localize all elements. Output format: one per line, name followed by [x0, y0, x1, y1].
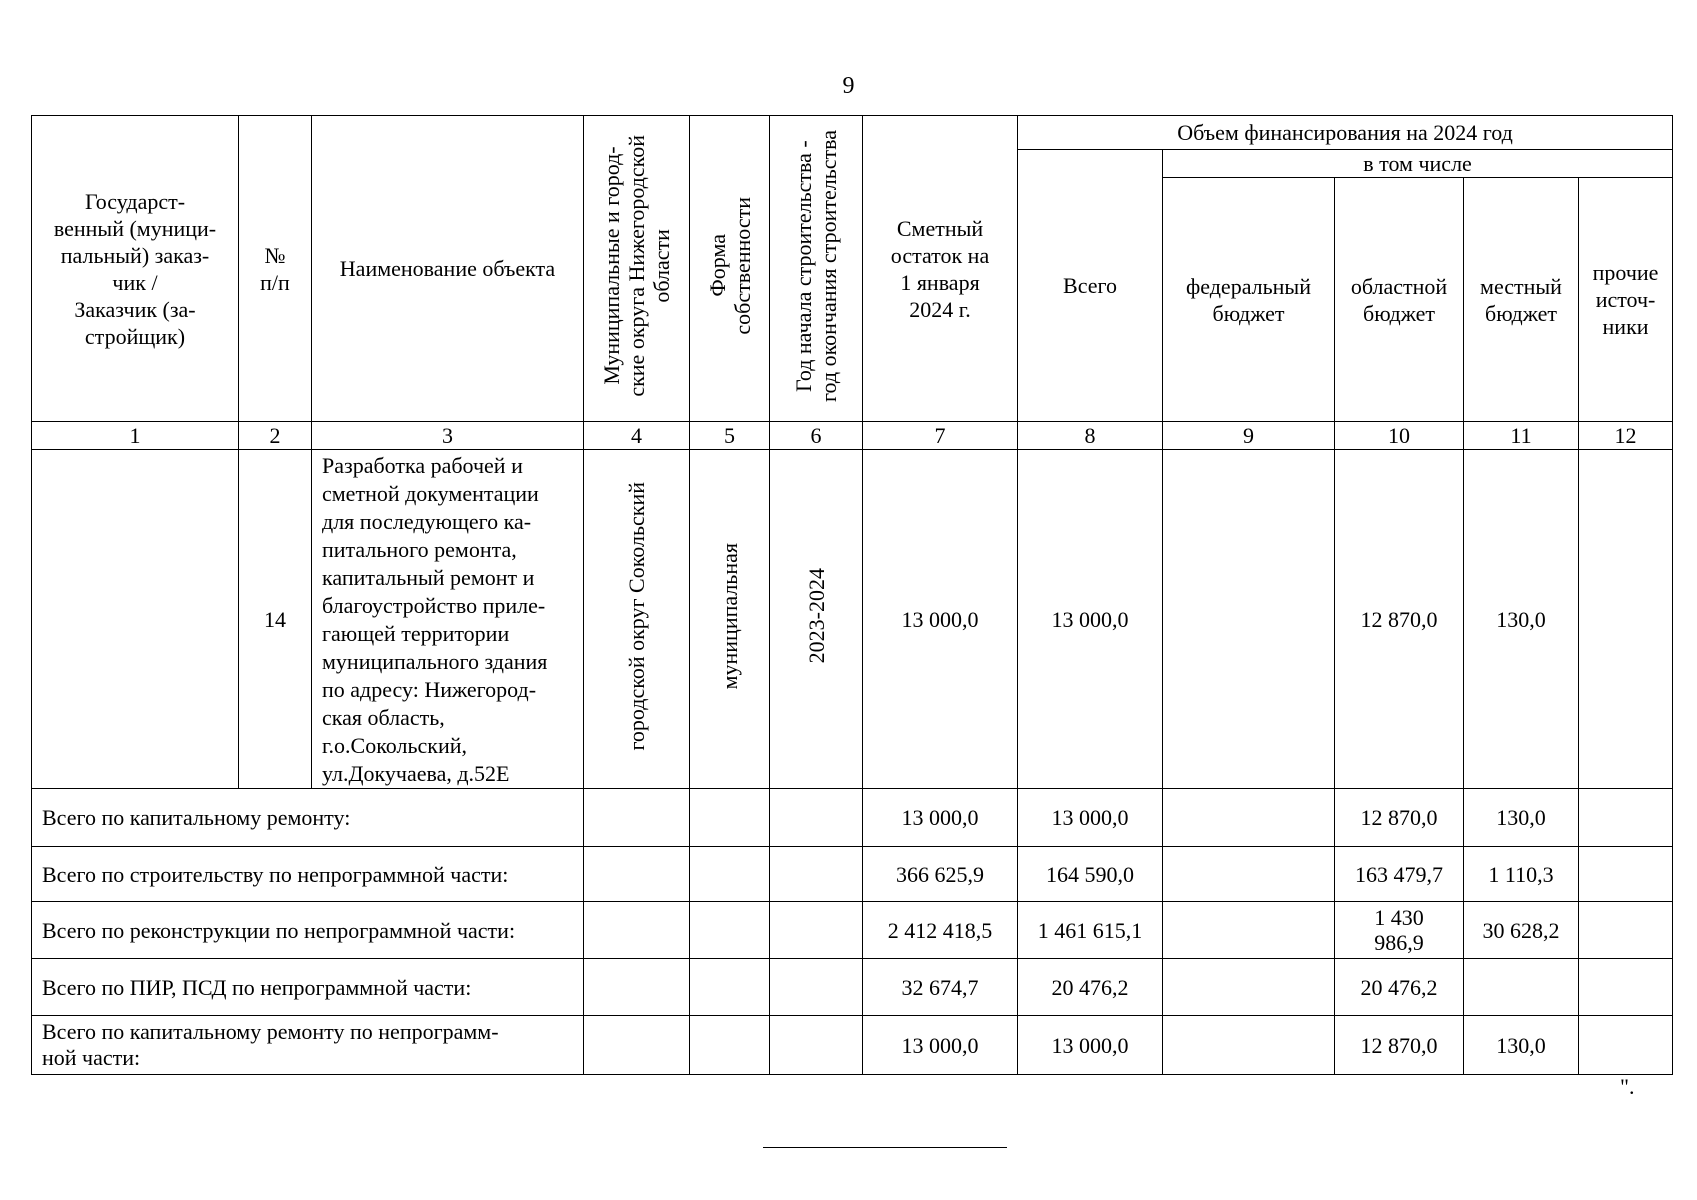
- summary-empty-cell: [584, 789, 690, 847]
- summary-federal: [1163, 1016, 1335, 1075]
- object-balance: 13 000,0: [863, 450, 1018, 789]
- object-municipality: [584, 450, 690, 789]
- header-object-name-text: Наименование объекта: [339, 256, 556, 281]
- header-customer-text: Государст- венный (муници- пальный) заказ- чик / Заказчик (за- стройщик): [53, 188, 217, 349]
- summary-federal: [1163, 789, 1335, 847]
- summary-empty-cell: [690, 789, 770, 847]
- summary-local: 130,0: [1464, 789, 1579, 847]
- column-number: 2: [239, 422, 312, 450]
- object-years-text: 2023-2024: [803, 568, 829, 664]
- header-row-1: [32, 116, 1673, 150]
- summary-row: [32, 1016, 1673, 1075]
- summary-federal: [1163, 902, 1335, 959]
- header-object-name: [312, 116, 584, 422]
- summary-empty-cell: [770, 847, 863, 902]
- summary-federal: [1163, 959, 1335, 1016]
- summary-empty-cell: [770, 1016, 863, 1075]
- header-years: [770, 116, 863, 422]
- summary-balance: 13 000,0: [863, 789, 1018, 847]
- summary-other: [1579, 902, 1673, 959]
- summary-total: 164 590,0: [1018, 847, 1163, 902]
- object-ownership: [690, 450, 770, 789]
- column-numbers-row: [32, 422, 1673, 450]
- column-number: 3: [312, 422, 584, 450]
- header-number-text: № п/п: [260, 242, 290, 295]
- column-number: 6: [770, 422, 863, 450]
- header-ownership-text: Форма собственности: [704, 196, 755, 335]
- summary-regional: 12 870,0: [1335, 789, 1464, 847]
- object-name-text: Разработка рабочей и сметной документации для последующего ка- питального ремонта, капитальный ремонт и благоустройство приле- гающей территории муниципального здания по адресу: Нижегород- ская область, г.о.Сокольский, ул.Докучаева, д.52Е: [322, 453, 548, 786]
- summary-label: Всего по капитальному ремонту:: [32, 789, 584, 847]
- header-municipality: [584, 116, 690, 422]
- summary-empty-cell: [690, 959, 770, 1016]
- header-ownership: [690, 116, 770, 422]
- summary-local: 1 110,3: [1464, 847, 1579, 902]
- header-federal-text: федеральный бюджет: [1186, 273, 1311, 326]
- summary-other: [1579, 847, 1673, 902]
- header-balance: [863, 116, 1018, 422]
- summary-regional: 163 479,7: [1335, 847, 1464, 902]
- header-other-text: прочие источ- ники: [1592, 260, 1659, 339]
- summary-label-text: Всего по капитальному ремонту по непрограмм- ной части:: [42, 1019, 499, 1070]
- object-row: [32, 450, 1673, 789]
- object-regional: 12 870,0: [1335, 450, 1464, 789]
- summary-balance: 32 674,7: [863, 959, 1018, 1016]
- header-financing-title: Объем финансирования на 2024 год: [1018, 116, 1673, 150]
- header-total-text: Всего: [1063, 273, 1117, 298]
- summary-regional: [1335, 902, 1464, 959]
- summary-total: 20 476,2: [1018, 959, 1163, 1016]
- object-federal: [1163, 450, 1335, 789]
- summary-empty-cell: [770, 789, 863, 847]
- summary-other: [1579, 959, 1673, 1016]
- summary-row: [32, 902, 1673, 959]
- summary-empty-cell: [584, 959, 690, 1016]
- summary-label: Всего по ПИР, ПСД по непрограммной части:: [32, 959, 584, 1016]
- header-years-text: Год начала строительства - год окончания строительства: [791, 129, 841, 402]
- header-regional: [1335, 178, 1464, 422]
- header-total: [1018, 150, 1163, 422]
- summary-local: 130,0: [1464, 1016, 1579, 1075]
- object-name: [312, 450, 584, 789]
- summary-row: [32, 959, 1673, 1016]
- object-local: 130,0: [1464, 450, 1579, 789]
- summary-empty-cell: [690, 1016, 770, 1075]
- summary-label: Всего по реконструкции по непрограммной части:: [32, 902, 584, 959]
- summary-empty-cell: [770, 959, 863, 1016]
- summary-total: 13 000,0: [1018, 1016, 1163, 1075]
- header-local: [1464, 178, 1579, 422]
- summary-balance: 13 000,0: [863, 1016, 1018, 1075]
- column-number: 12: [1579, 422, 1673, 450]
- column-number: 10: [1335, 422, 1464, 450]
- summary-label: Всего по строительству по непрограммной части:: [32, 847, 584, 902]
- summary-regional: 20 476,2: [1335, 959, 1464, 1016]
- column-number: 7: [863, 422, 1018, 450]
- summary-federal: [1163, 847, 1335, 902]
- summary-row: [32, 789, 1673, 847]
- object-years: [770, 450, 863, 789]
- summary-label: [32, 1016, 584, 1075]
- summary-empty-cell: [690, 847, 770, 902]
- summary-balance: 2 412 418,5: [863, 902, 1018, 959]
- column-number: 11: [1464, 422, 1579, 450]
- header-number: [239, 116, 312, 422]
- column-number: 9: [1163, 422, 1335, 450]
- summary-regional: 12 870,0: [1335, 1016, 1464, 1075]
- summary-other: [1579, 789, 1673, 847]
- header-federal: [1163, 178, 1335, 422]
- financing-table: [31, 115, 1673, 1075]
- header-municipality-text: Муниципальные и город- ские округа Нижегородской области: [599, 134, 674, 397]
- page-number: 9: [842, 73, 855, 99]
- object-number: 14: [239, 450, 312, 789]
- header-including: в том числе: [1163, 150, 1673, 178]
- summary-empty-cell: [584, 847, 690, 902]
- object-total: 13 000,0: [1018, 450, 1163, 789]
- summary-total: 13 000,0: [1018, 789, 1163, 847]
- object-other: [1579, 450, 1673, 789]
- header-customer: [32, 116, 239, 422]
- summary-row: [32, 847, 1673, 902]
- object-customer: [32, 450, 239, 789]
- summary-local: [1464, 959, 1579, 1016]
- summary-regional-text: 1 430 986,9: [1374, 905, 1424, 955]
- summary-balance: 366 625,9: [863, 847, 1018, 902]
- summary-other: [1579, 1016, 1673, 1075]
- summary-empty-cell: [690, 902, 770, 959]
- header-regional-text: областной бюджет: [1350, 273, 1448, 326]
- column-number: 1: [32, 422, 239, 450]
- summary-empty-cell: [584, 902, 690, 959]
- header-other: [1579, 178, 1673, 422]
- object-ownership-text: муниципальная: [717, 542, 742, 690]
- footer-divider: [763, 1147, 1007, 1148]
- summary-total: 1 461 615,1: [1018, 902, 1163, 959]
- column-number: 5: [690, 422, 770, 450]
- column-number: 4: [584, 422, 690, 450]
- summary-local: 30 628,2: [1464, 902, 1579, 959]
- object-municipality-text: городской округ Сокольский: [624, 481, 649, 751]
- column-number: 8: [1018, 422, 1163, 450]
- closing-quote: ".: [1620, 1074, 1635, 1099]
- header-local-text: местный бюджет: [1480, 273, 1562, 326]
- summary-empty-cell: [584, 1016, 690, 1075]
- summary-empty-cell: [770, 902, 863, 959]
- header-balance-text: Сметный остаток на 1 января 2024 г.: [890, 215, 990, 322]
